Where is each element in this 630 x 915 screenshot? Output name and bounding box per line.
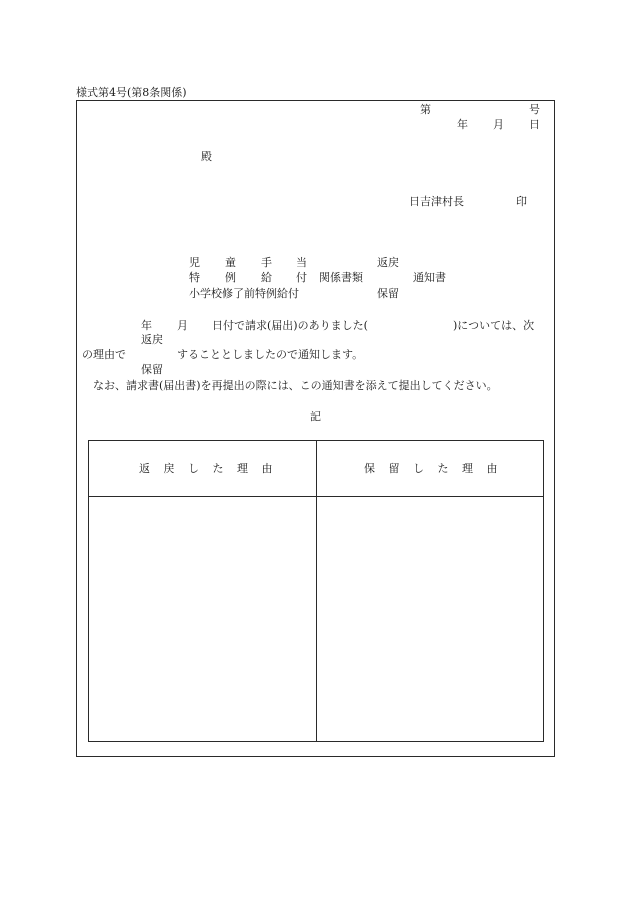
title-row1-char4: 当 [296,256,307,269]
body-year: 年 [141,319,152,332]
title-row2-char3: 給 [261,271,272,284]
form-label: 様式第4号(第8条関係) [76,86,187,99]
body-line1-text: 日付で請求(届出)のありました( [212,319,368,332]
title-row1-char2: 童 [225,256,236,269]
col-header-return: 返 戻 し た 理 由 [139,462,278,475]
body-option-return: 返戻 [141,333,163,346]
body-line2-start: の理由で [82,348,126,361]
title-row1-char3: 手 [261,256,272,269]
title-row2-char1: 特 [189,271,200,284]
title-suffix: 通知書 [413,271,446,284]
addressee-suffix: 殿 [201,150,212,163]
title-row3: 小学校修了前特例給付 [189,287,299,300]
body-note: なお、請求書(届出書)を再提出の際には、この通知書を添えて提出してください。 [93,379,498,392]
title-row2-char4: 付 [296,271,307,284]
col-header-hold: 保 留 し た 理 由 [364,462,503,475]
date-year: 年 [457,118,468,131]
issuer-name: 日吉津村長 [409,195,464,208]
date-month: 月 [493,118,504,131]
title-row1-char1: 児 [189,256,200,269]
title-option-return: 返戻 [377,256,399,269]
title-middle: 関係書類 [319,271,363,284]
col-body-return [89,497,315,741]
issuer-seal: 印 [516,195,527,208]
title-row2-char2: 例 [225,271,236,284]
date-day: 日 [529,118,540,131]
ki-label: 記 [310,410,321,423]
title-option-hold: 保留 [377,287,399,300]
number-suffix: 号 [529,103,540,116]
body-line1-end: )については、次 [453,319,535,332]
col-body-hold [317,497,543,741]
body-line2-text: することとしましたので通知します。 [177,348,364,361]
number-prefix: 第 [420,103,431,116]
body-option-hold: 保留 [141,363,163,376]
body-month: 月 [177,319,188,332]
